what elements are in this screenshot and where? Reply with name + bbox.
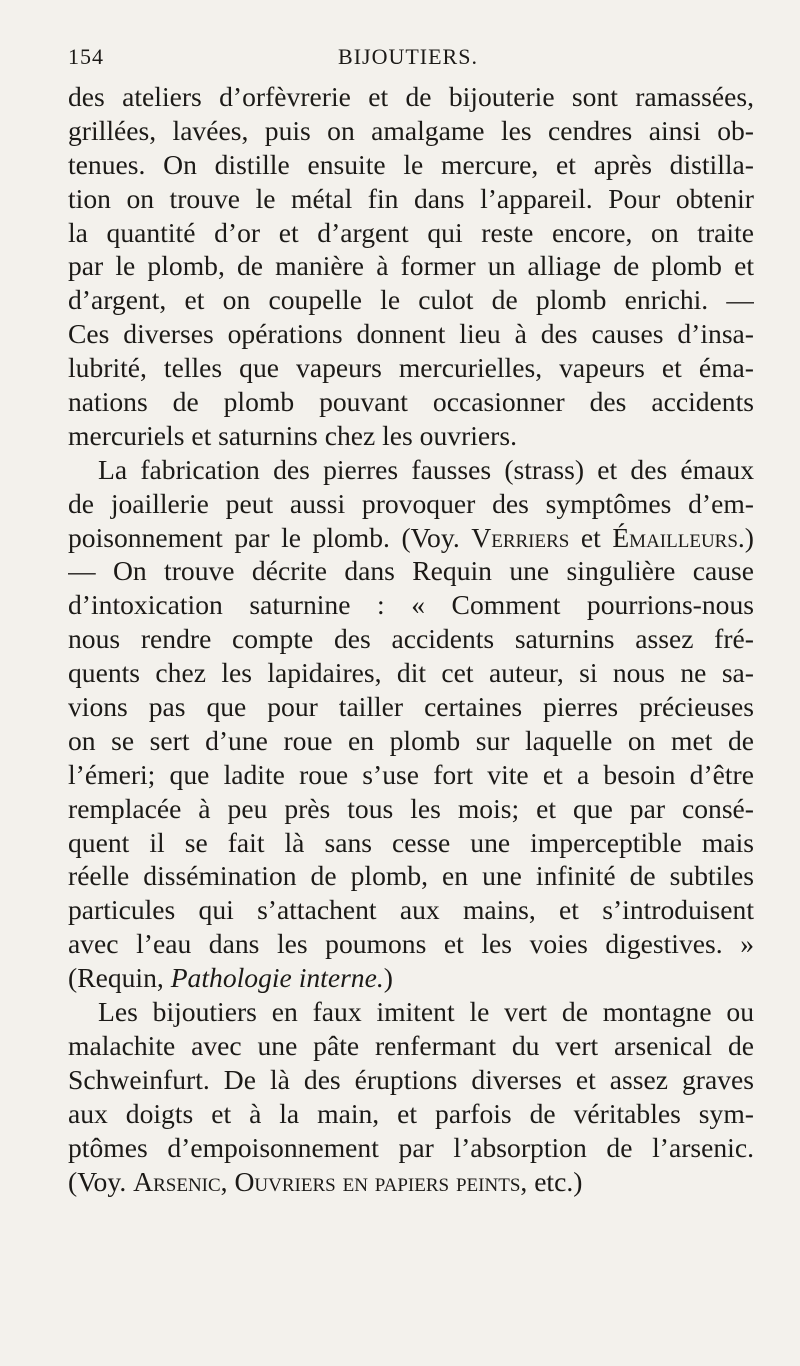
text-line: d’intoxication saturnine : « Comment pourrions-nous xyxy=(68,589,754,621)
text-line: avec l’eau dans les poumons et les voies digestives. » xyxy=(68,928,754,960)
text-line xyxy=(68,1165,754,1199)
text-line: vions pas que pour tailler certaines pierres précieuses xyxy=(68,691,754,723)
text-line: remplacée à peu près tous les mois; et que par consé- xyxy=(68,792,754,824)
text-line: mercuriels et saturnins chez les ouvriers. xyxy=(68,419,518,451)
text-run: .) xyxy=(737,521,754,553)
running-title: BIJOUTIERS. xyxy=(338,44,478,69)
text-line: — On trouve décrite dans Requin une singulière cause xyxy=(68,555,754,587)
text-run: ) xyxy=(383,962,393,994)
text-line: La fabrication des pierres fausses (strass) et des émaux xyxy=(98,453,754,485)
text-line: quents chez les lapidaires, dit cet auteur, si nous ne sa- xyxy=(68,657,754,689)
text-run: poisonnement par le plomb. (Voy. xyxy=(68,521,472,553)
text-line: nous rendre compte des accidents saturnins assez fré- xyxy=(68,623,754,655)
text-line: ptômes d’empoisonnement par l’absorption de l’arsenic. xyxy=(68,1131,754,1163)
text-line: de joaillerie peut aussi provoquer des symptômes d’em- xyxy=(68,487,754,519)
text-line: lubrité, telles que vapeurs mercurielles, vapeurs et éma- xyxy=(68,352,754,384)
cross-reference-emailleurs: Émailleurs xyxy=(612,521,738,553)
page-header xyxy=(68,44,748,78)
text-line: grillées, lavées, puis on amalgame les cendres ainsi ob- xyxy=(68,114,754,146)
cross-reference-arsenic: Arsenic xyxy=(133,1165,221,1197)
text-line: des ateliers d’orfèvrerie et de bijouterie sont ramassées, xyxy=(68,81,754,112)
text-line: Ces diverses opérations donnent lieu à des causes d’insa- xyxy=(68,318,754,350)
text-line: nations de plomb pouvant occasionner des accidents xyxy=(68,386,754,418)
text-run: et xyxy=(569,521,613,553)
text-run: (Requin, xyxy=(68,962,171,994)
text-line: quent il se fait là sans cesse une imperceptible mais xyxy=(68,826,754,858)
cross-reference-ouvriers: Ouvriers en papiers peints xyxy=(234,1165,521,1197)
text-line: la quantité d’or et d’argent qui reste encore, on traite xyxy=(68,216,754,248)
text-line: malachite avec une pâte renfermant du vert arsenical de xyxy=(68,1029,754,1061)
text-line: par le plomb, de manière à former un alliage de plomb et xyxy=(68,250,754,282)
text-line: particules qui s’attachent aux mains, et s’introduisent xyxy=(68,894,754,926)
text-line: l’émeri; que ladite roue s’use fort vite et a besoin d’être xyxy=(68,758,754,790)
text-line: Schweinfurt. De là des éruptions diverses et assez graves xyxy=(68,1063,754,1095)
text-line: tenues. On distille ensuite le mercure, et après distilla- xyxy=(68,148,754,180)
text-line: aux doigts et à la main, et parfois de véritables sym- xyxy=(68,1097,754,1129)
page-number: 154 xyxy=(68,44,104,69)
text-line: réelle dissémination de plomb, en une infinité de subtiles xyxy=(68,860,754,892)
text-line: tion on trouve le métal fin dans l’appareil. Pour obtenir xyxy=(68,182,754,214)
text-line xyxy=(68,961,754,995)
cited-work-title: Pathologie interne. xyxy=(170,962,384,994)
text-run: (Voy. xyxy=(68,1165,134,1197)
text-run: , xyxy=(220,1165,235,1197)
text-run: , etc.) xyxy=(520,1165,583,1197)
text-line: on se sert d’une roue en plomb sur laquelle on met de xyxy=(68,724,754,756)
body-text xyxy=(68,80,754,1198)
text-line xyxy=(68,521,754,555)
text-line: d’argent, et on coupelle le culot de plomb enrichi. — xyxy=(68,284,754,316)
cross-reference-verriers: Verriers xyxy=(471,521,570,553)
text-line: Les bijoutiers en faux imitent le vert de montagne ou xyxy=(98,996,754,1028)
